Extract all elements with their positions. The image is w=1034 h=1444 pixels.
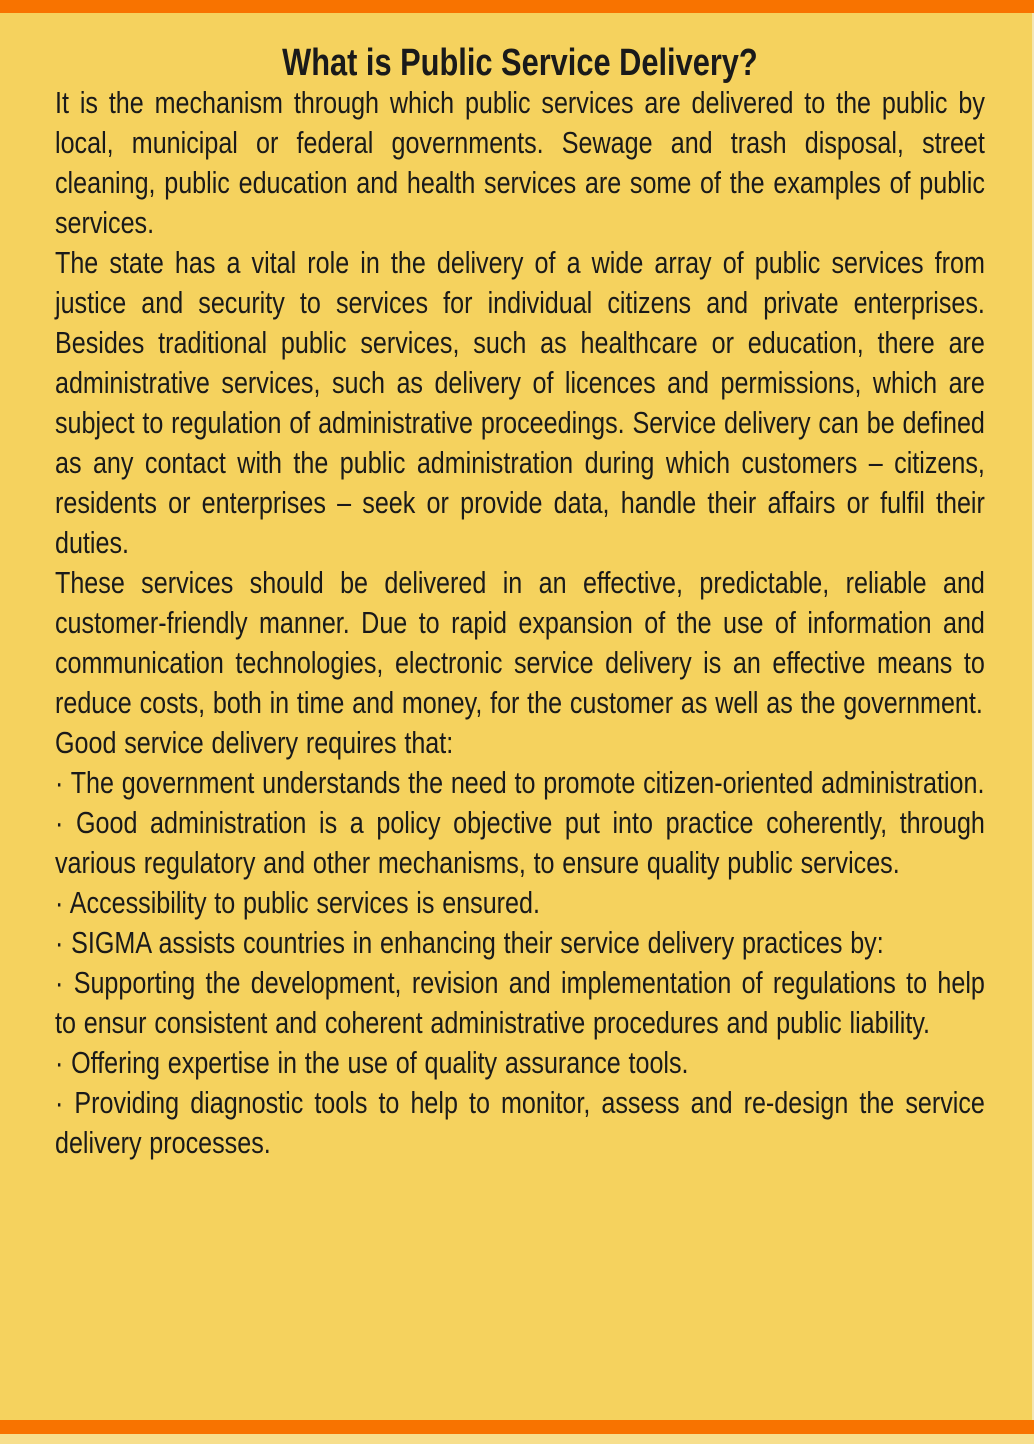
paragraph: The state has a vital role in the delivery of a wide array of public services from justice and security to services for individual citizens and private enterprises. Besides traditional public services, such as healthcare or education, there are administrative services, such as delivery of licences and permissions, which are subject to regulation of administrative proceedings. Service delivery can be defined as any contact with the public administration during which customers – citizens, residents or enterprises – seek or provide data, handle their affairs or fulfil their duties. — [55, 245, 985, 560]
top-divider-bar — [0, 0, 1034, 13]
footer-strip — [0, 1434, 1034, 1444]
paragraph: Good service delivery requires that: — [55, 725, 454, 760]
paragraph: These services should be delivered in an effective, predictable, reliable and customer-friendly manner. Due to rapid expansion of the use of information and communication technologies, electronic service delivery is an effective means to reduce costs, both in time and money, for the customer as well as the government. — [55, 565, 985, 720]
paragraph: · Accessibility to public services is ensured. — [55, 885, 540, 920]
paragraph-list — [55, 83, 985, 1163]
paragraph: · The government understands the need to promote citizen-oriented administration. — [55, 765, 985, 800]
paragraph: · Good administration is a policy objective put into practice coherently, through various regulatory and other mechanisms, to ensure quality public services. — [55, 805, 985, 880]
paragraph: · Offering expertise in the use of quality assurance tools. — [55, 1045, 689, 1080]
bottom-divider-bar — [0, 1420, 1034, 1434]
page-title: What is Public Service Delivery? — [282, 42, 758, 84]
paragraph: · Supporting the development, revision and implementation of regulations to help to ensur consistent and coherent administrative procedures and public liability. — [55, 965, 985, 1040]
paragraph: · SIGMA assists countries in enhancing their service delivery practices by: — [55, 925, 884, 960]
paragraph: · Providing diagnostic tools to help to monitor, assess and re-design the service delivery processes. — [55, 1085, 985, 1160]
paragraph: It is the mechanism through which public services are delivered to the public by local, municipal or federal governments. Sewage and trash disposal, street cleaning, public education and health services are some of the examples of public services. — [55, 85, 985, 240]
document-content — [55, 43, 985, 1163]
